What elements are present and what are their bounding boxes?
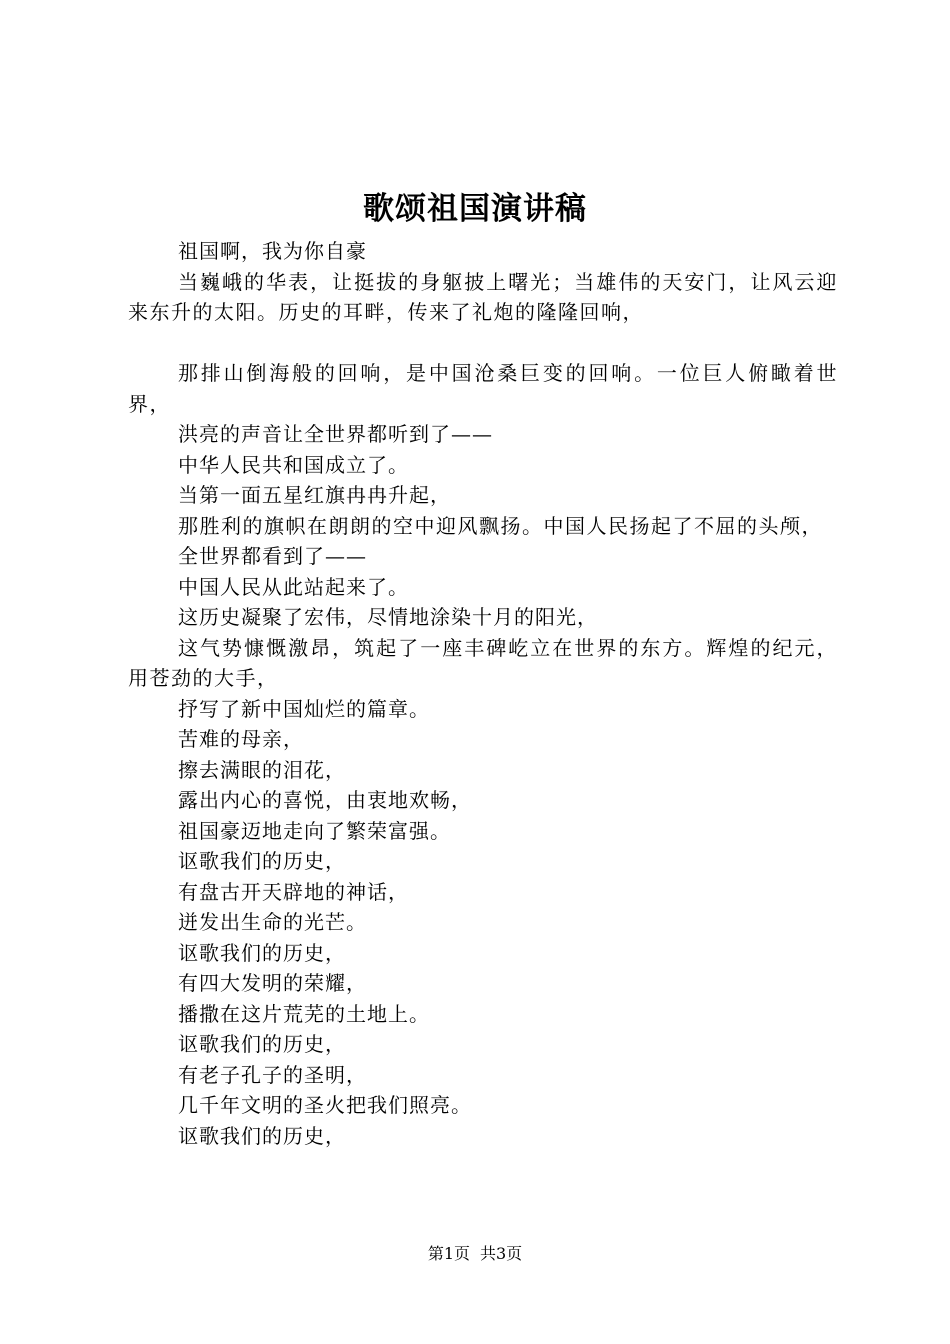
paragraph: 抒写了新中国灿烂的篇章。 — [178, 696, 430, 721]
paragraph: 讴歌我们的历史， — [178, 1123, 346, 1148]
paragraph: 讴歌我们的历史， — [178, 849, 346, 873]
paragraph: 迸发出生命的光芒。 — [178, 910, 367, 934]
paragraph: 露出内心的喜悦，由衷地欢畅， — [178, 788, 472, 812]
page-number: 第1页 — [427, 1244, 470, 1263]
paragraph: 讴歌我们的历史， — [178, 940, 346, 965]
paragraph: 那胜利的旗帜在朗朗的空中迎风飘扬。中国人民扬起了不屈的头颅， — [178, 513, 823, 538]
document-body — [128, 236, 838, 1151]
blank-line — [128, 328, 838, 359]
paragraph: 擦去满眼的泪花， — [178, 757, 346, 782]
paragraph: 有四大发明的荣耀， — [178, 971, 367, 995]
page-footer — [0, 1242, 950, 1266]
paragraph: 祖国啊，我为你自豪 — [178, 239, 367, 263]
paragraph: 播撒在这片荒芜的土地上。 — [178, 1001, 430, 1026]
paragraph: 有老子孔子的圣明， — [178, 1062, 367, 1087]
paragraph: 几千年文明的圣火把我们照亮。 — [178, 1093, 472, 1117]
paragraph: 中华人民共和国成立了。 — [178, 452, 409, 477]
paragraph: 这历史凝聚了宏伟，尽情地涂染十月的阳光， — [178, 605, 598, 629]
paragraph: 这气势慷慨激昂，筑起了一座丰碑屹立在世界的东方。辉煌的纪元，用苍劲的大手， — [128, 635, 838, 690]
paragraph: 讴歌我们的历史， — [178, 1032, 346, 1056]
paragraph: 祖国豪迈地走向了繁荣富强。 — [178, 818, 451, 843]
paragraph: 中国人民从此站起来了。 — [178, 574, 409, 599]
paragraph: 苦难的母亲， — [178, 727, 304, 751]
document-title: 歌颂祖国演讲稿 — [363, 191, 587, 227]
page-total: 共3页 — [480, 1244, 523, 1263]
paragraph: 全世界都看到了—— — [178, 544, 367, 568]
paragraph: 当巍峨的华表，让挺拔的身躯披上曙光；当雄伟的天安门，让风云迎来东升的太阳。历史的耳畔，传来了礼炮的隆隆回响， — [128, 269, 838, 324]
paragraph: 当第一面五星红旗冉冉升起， — [178, 483, 451, 507]
paragraph: 洪亮的声音让全世界都听到了—— — [178, 422, 493, 446]
paragraph: 有盘古开天辟地的神话， — [178, 879, 409, 904]
paragraph: 那排山倒海般的回响，是中国沧桑巨变的回响。一位巨人俯瞰着世界， — [128, 361, 838, 416]
